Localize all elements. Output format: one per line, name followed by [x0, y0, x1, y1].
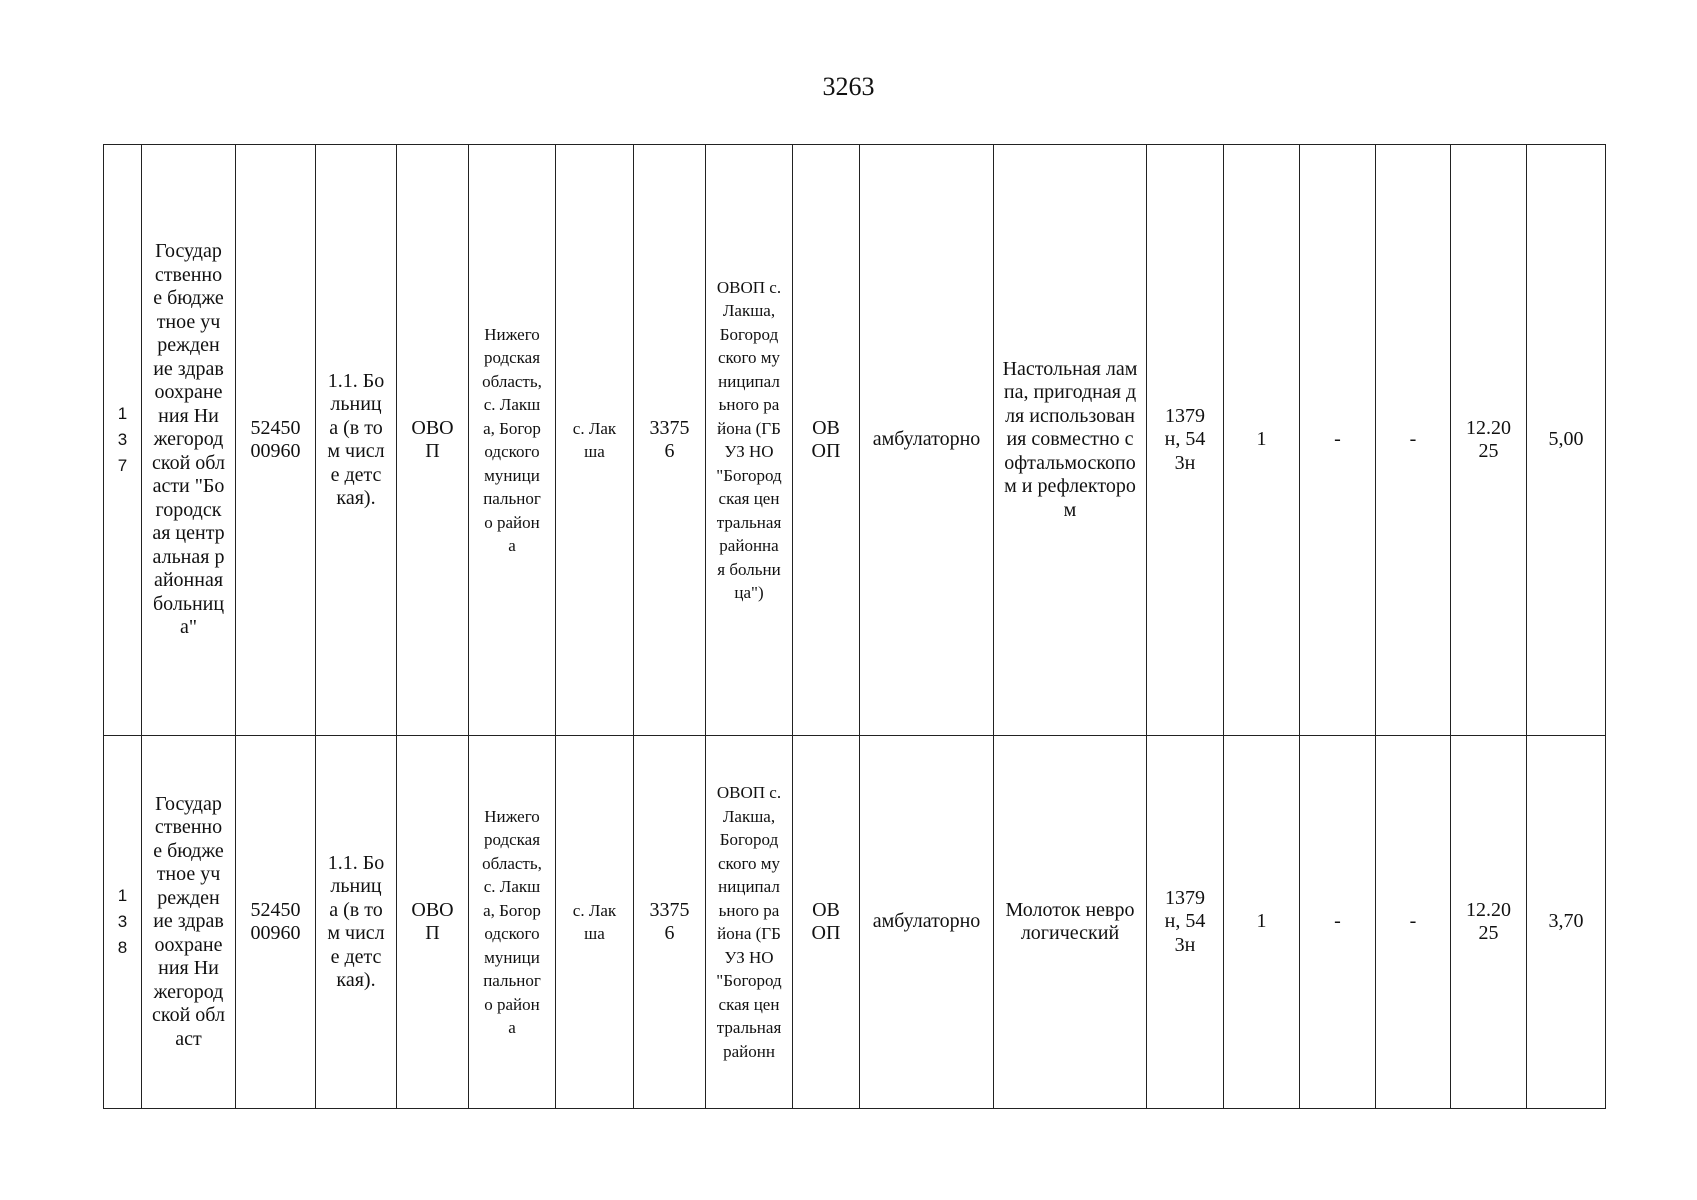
- unit-code: ОВОП: [397, 145, 469, 736]
- department: ОВОП: [793, 736, 860, 1109]
- column-dash-2: -: [1376, 145, 1451, 736]
- table-row: [104, 145, 1606, 736]
- postal-index: 33756: [634, 736, 706, 1109]
- address: Нижегородская область, с. Лакша, Богородского муниципального района: [469, 145, 556, 736]
- inn-code: 5245000960: [236, 145, 316, 736]
- facility-name: ОВОП с. Лакша, Богородского муниципального района (ГБУЗ НО "Богородская центральная районная больница"): [706, 145, 793, 736]
- price: 3,70: [1527, 736, 1606, 1109]
- address: Нижегородская область, с. Лакша, Богородского муниципального района: [469, 736, 556, 1109]
- delivery-date: 12.2025: [1451, 145, 1527, 736]
- organization-name: Государственное бюджетное учреждение здравоохранения Нижегородской област: [142, 736, 236, 1109]
- page-number: 3263: [822, 72, 875, 101]
- facility-name: ОВОП с. Лакша, Богородского муниципального района (ГБУЗ НО "Богородская центральная районн: [706, 736, 793, 1109]
- locality: с. Лакша: [556, 736, 634, 1109]
- locality: с. Лакша: [556, 145, 634, 736]
- column-dash-2: -: [1376, 736, 1451, 1109]
- facility-type: 1.1. Больница (в том числе детская).: [316, 145, 397, 736]
- organization-name: Государственное бюджетное учреждение здравоохранения Нижегородской области "Богородская центральная районная больница": [142, 145, 236, 736]
- order-reference: 1379н, 543н: [1147, 736, 1224, 1109]
- care-form: амбулаторно: [860, 736, 994, 1109]
- delivery-date: 12.2025: [1451, 736, 1527, 1109]
- facility-type: 1.1. Больница (в том числе детская).: [316, 736, 397, 1109]
- quantity: 1: [1224, 145, 1300, 736]
- equipment-name: Настольная лампа, пригодная для использования совместно с офтальмоскопом и рефлектором: [994, 145, 1147, 736]
- order-reference: 1379н, 543н: [1147, 145, 1224, 736]
- equipment-name: Молоток неврологический: [994, 736, 1147, 1109]
- column-dash-1: -: [1300, 736, 1376, 1109]
- department: ОВОП: [793, 145, 860, 736]
- unit-code: ОВОП: [397, 736, 469, 1109]
- row-number: 1 3 8: [104, 736, 142, 1109]
- column-dash-1: -: [1300, 145, 1376, 736]
- inn-code: 5245000960: [236, 736, 316, 1109]
- price: 5,00: [1527, 145, 1606, 736]
- quantity: 1: [1224, 736, 1300, 1109]
- care-form: амбулаторно: [860, 145, 994, 736]
- equipment-table: [103, 144, 1606, 1109]
- postal-index: 33756: [634, 145, 706, 736]
- row-number: 1 3 7: [104, 145, 142, 736]
- table-row: [104, 736, 1606, 1109]
